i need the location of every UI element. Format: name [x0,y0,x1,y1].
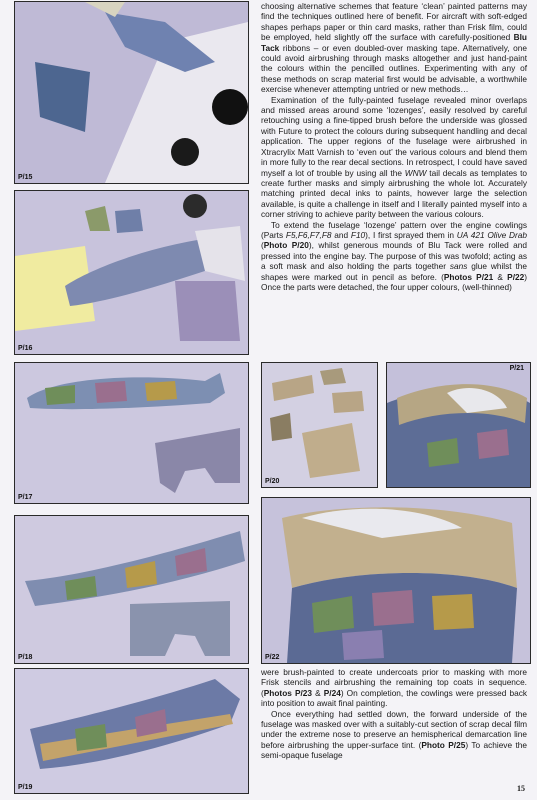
photo-label-p21: P/21 [509,365,524,372]
photo-p15-image [15,2,248,183]
photo-label-p16: P/16 [18,345,33,352]
photo-p18 [14,515,249,664]
photo-label-p19: P/19 [18,784,33,791]
photo-label-p20: P/20 [265,478,280,485]
photo-p20 [261,362,378,488]
photo-p21 [386,362,531,488]
body-paragraph-2: Examination of the fully-painted fuselage revealed minor overlaps and missed areas around some ‘lozenges’, easily resolved by careful retouching using a fine-tipped brush before the underside was glossed with Future to protect the colours during subsequent handling and decal application. The upper regions of the fuselage were airbrushed in Xtracrylix Matt Varnish to ‘even out’ the various colours and blend them in more fully to the rear decal sections. In retrospect, I could have saved myself a lot of trouble by using all the WNW tail decals as templates to create further masks and simply airbrushing the whole lot. Accurately matching printed decal inks to paints, however large the selection available, is quite a challenge in itself and I literally painted myself into a corner striving to achieve parity between the various colours. [261,94,527,220]
body-text-column [261,1,527,292]
photo-p17 [14,362,249,504]
photo-p21-image [387,363,530,487]
photo-label-p15: P/15 [18,174,33,181]
photo-p18-image [15,516,248,663]
body-paragraph-4: were brush-painted to create undercoats prior to masking with more Frisk stencils and airbrushing the remaining top coats in sequence. (Photos P/23 & P/24) On completion, the cowlings were pressed back into position to await final painting. [261,667,527,709]
page-number: 15 [517,784,525,793]
photo-label-p18: P/18 [18,654,33,661]
body-paragraph-1: choosing alternative schemes that feature ‘clean’ painted patterns may find the techniques outlined here of benefit. For aircraft with soft-edged shapes perhaps paper or thin card masks, rather than Frisk film, could be employed, held slightly off the surface with carefully-positioned Blu Tack ribbons – or even doubled-over masking tape. Alternatively, one could avoid airbrushing through masks altogether and just hand-paint the colours within the pencilled outlines. Experimenting with any of these methods on scrap material first would be advisable, a worthwhile exercise whenever attempting untried or new methods… [261,1,527,95]
photo-p16 [14,190,249,355]
photo-p17-image [15,363,248,503]
photo-p20-image [262,363,377,487]
body-paragraph-5: Once everything had settled down, the forward underside of the fuselage was masked over with a suitably-cut section of scrap decal film under the extreme nose to preserve an hemispherical demarcation line before airbrushing the upper-surface tint. (Photo P/25) To achieve the semi-opaque fuselage [261,708,527,761]
body-paragraph-3: To extend the fuselage ‘lozenge’ pattern over the engine cowlings (Parts F5,F6,F7,F8 and F10), I first sprayed them in UA 421 Olive Drab (Photo P/20), whilst generous mounds of Blu Tack were rolled and pressed into the engine bay. The purpose of this was twofold; acting as a soft mask and also holding the parts together sans glue whilst the shapes were marked out in pencil as before. (Photos P/21 & P/22) Once the parts were detached, the four upper colours, (well-thinned) [261,219,528,292]
photo-p15 [14,1,249,184]
body-text-continued [261,667,527,761]
photo-p22-image [262,498,530,663]
photo-p16-image [15,191,248,354]
photo-p19-image [15,669,248,793]
photo-p22 [261,497,531,664]
photo-label-p17: P/17 [18,494,33,501]
photo-label-p22: P/22 [265,654,280,661]
photo-p19 [14,668,249,794]
